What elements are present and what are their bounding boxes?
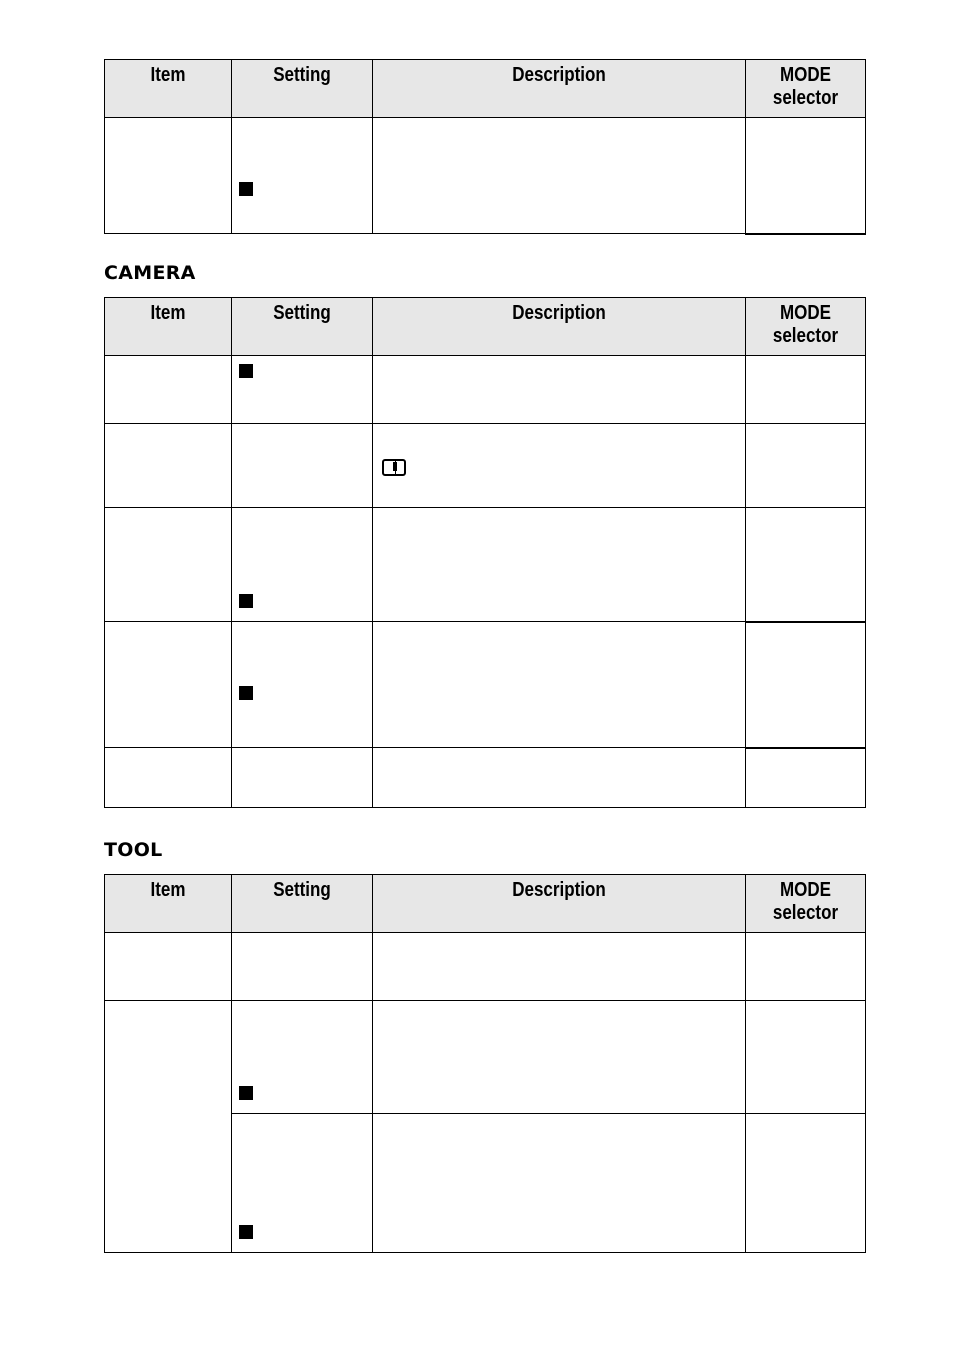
item-cell [105,622,232,748]
default-setting-icon [239,594,253,608]
default-setting-icon [239,182,253,196]
table-header-row [105,298,866,356]
mode-cell [746,508,866,622]
header-setting: Setting [232,875,373,933]
mode-cell [746,1114,866,1253]
item-cell [105,356,232,424]
header-mode-selector: MODE selector [746,60,866,118]
header-mode-selector: MODE selector [746,298,866,356]
item-cell [105,748,232,808]
mode-cell [746,356,866,424]
header-item: Item [105,60,232,118]
table-row [105,1001,866,1114]
default-setting-icon [239,686,253,700]
mode-cell [746,118,866,234]
table-header-row [105,60,866,118]
header-mode-selector: MODE selector [746,875,866,933]
header-description: Description [373,60,746,118]
setting-cell [232,933,373,1001]
settings-table-top [104,59,866,235]
mode-cell [746,748,866,808]
setting-cell [232,118,373,234]
description-cell [373,508,746,622]
description-cell [373,1114,746,1253]
setting-cell [232,1114,373,1253]
item-cell [105,118,232,234]
table-row [105,118,866,234]
item-cell [105,424,232,508]
default-setting-icon [239,1225,253,1239]
item-cell [105,1001,232,1253]
default-setting-icon [239,1086,253,1100]
description-cell [373,1001,746,1114]
table-row [105,356,866,424]
movie-mode-icon [382,459,406,476]
description-cell [373,748,746,808]
mode-cell [746,1001,866,1114]
item-cell [105,933,232,1001]
description-cell [373,933,746,1001]
setting-cell [232,748,373,808]
table-header-row [105,875,866,933]
table-row [105,424,866,508]
header-description: Description [373,875,746,933]
section-title-tool: TOOL [104,839,163,861]
table-row [105,622,866,748]
header-setting: Setting [232,60,373,118]
header-description: Description [373,298,746,356]
header-item: Item [105,875,232,933]
setting-cell [232,622,373,748]
setting-cell [232,508,373,622]
table-row [105,748,866,808]
mode-cell [746,933,866,1001]
setting-cell [232,1001,373,1114]
tool-settings-table [104,874,866,1253]
description-cell [373,118,746,234]
header-item: Item [105,298,232,356]
section-title-camera: CAMERA [104,262,196,284]
mode-cell [746,622,866,748]
description-cell [373,424,746,508]
setting-cell [232,424,373,508]
default-setting-icon [239,364,253,378]
description-cell [373,622,746,748]
table-row [105,933,866,1001]
table-row [105,508,866,622]
header-setting: Setting [232,298,373,356]
setting-cell [232,356,373,424]
mode-cell [746,424,866,508]
item-cell [105,508,232,622]
camera-settings-table [104,297,866,808]
description-cell [373,356,746,424]
